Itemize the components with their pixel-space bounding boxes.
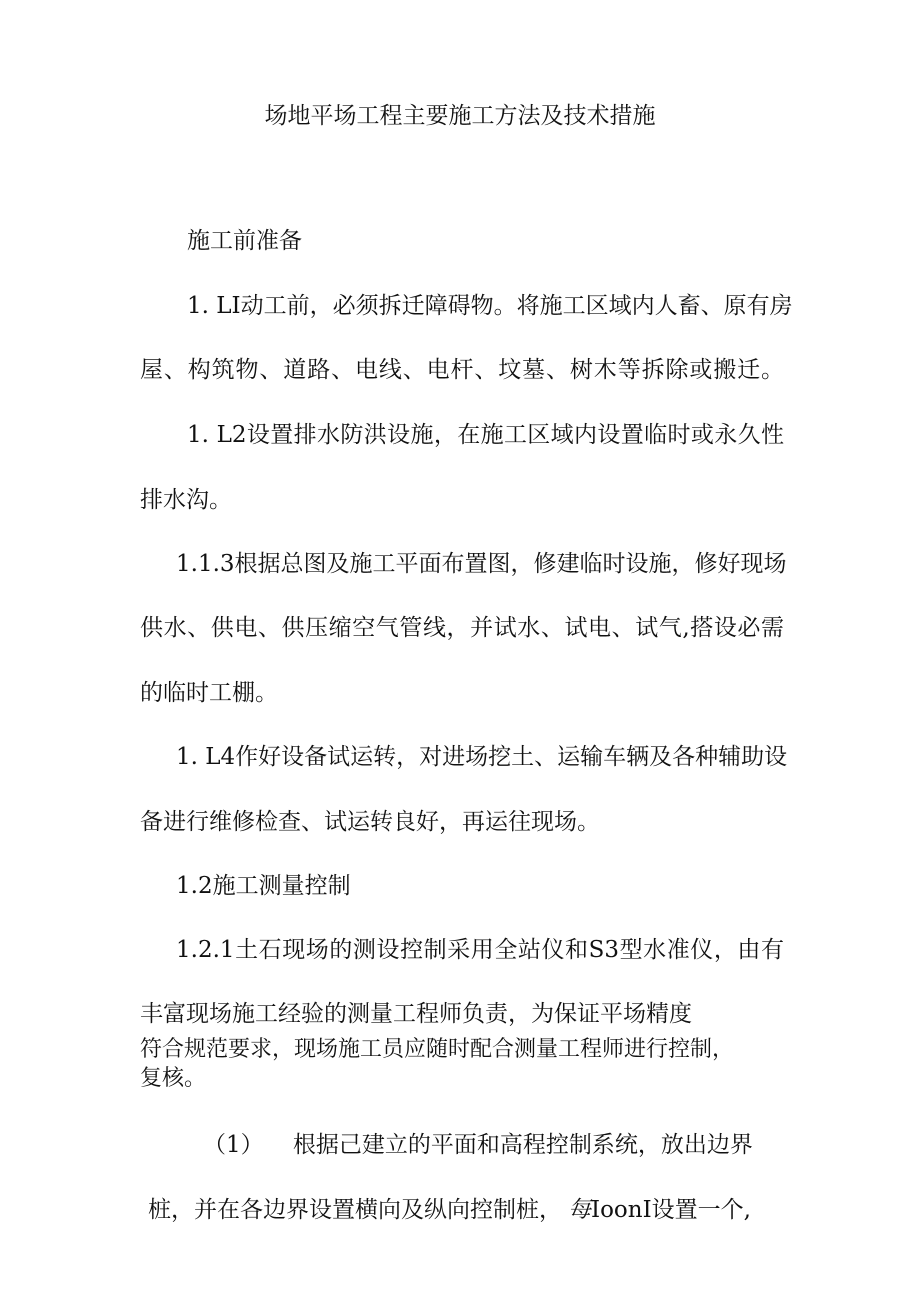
paragraph-line: 的临时工棚。 bbox=[140, 680, 278, 706]
paragraph-line: 丰富现场施工经验的测量工程师负责，为保证平场精度 bbox=[140, 1001, 692, 1027]
paragraph-line: 复核。 bbox=[140, 1066, 207, 1091]
paragraph-line bbox=[148, 1196, 751, 1224]
paragraph-line: 1. LI动工前，必须拆迁障碍物。将施工区域内人畜、原有房 bbox=[187, 293, 793, 319]
paragraph-line: 1.2.1土石现场的测设控制采用全站仪和S3型水准仪，由有 bbox=[176, 937, 784, 963]
paragraph-line: 屋、构筑物、道路、电线、电杆、坟墓、树木等拆除或搬迁。 bbox=[140, 357, 784, 383]
document-title: 场地平场工程主要施工方法及技术措施 bbox=[264, 103, 656, 129]
line-text: IoonI设置一个, bbox=[591, 1197, 751, 1223]
paragraph-line: 供水、供电、供压缩空气管线，并试水、试电、试气,搭设必需 bbox=[140, 615, 784, 641]
paragraph-line: 排水沟。 bbox=[140, 487, 232, 513]
paragraph-line: 符合规范要求，现场施工员应随时配合测量工程师进行控制， bbox=[140, 1037, 735, 1062]
section-heading: 1.2施工测量控制 bbox=[176, 873, 351, 899]
paragraph-line: 1. L4作好设备试运转，对进场挖土、运输车辆及各种辅助设 bbox=[176, 744, 788, 770]
line-text-italic: 每 bbox=[568, 1197, 591, 1223]
paragraph-line: 1. L2设置排水防洪设施，在施工区域内设置临时或永久性 bbox=[187, 422, 784, 448]
list-item: （1） 根据己建立的平面和高程控制系统，放出边界 bbox=[203, 1132, 753, 1158]
paragraph-line: 1.1.3根据总图及施工平面布置图，修建临时设施，修好现场 bbox=[176, 551, 787, 577]
line-text: 桩，并在各边界设置横向及纵向控制桩， bbox=[148, 1197, 562, 1223]
section-heading: 施工前准备 bbox=[187, 228, 302, 254]
paragraph-line: 备进行维修检查、试运转良好，再运往现场。 bbox=[140, 809, 600, 835]
